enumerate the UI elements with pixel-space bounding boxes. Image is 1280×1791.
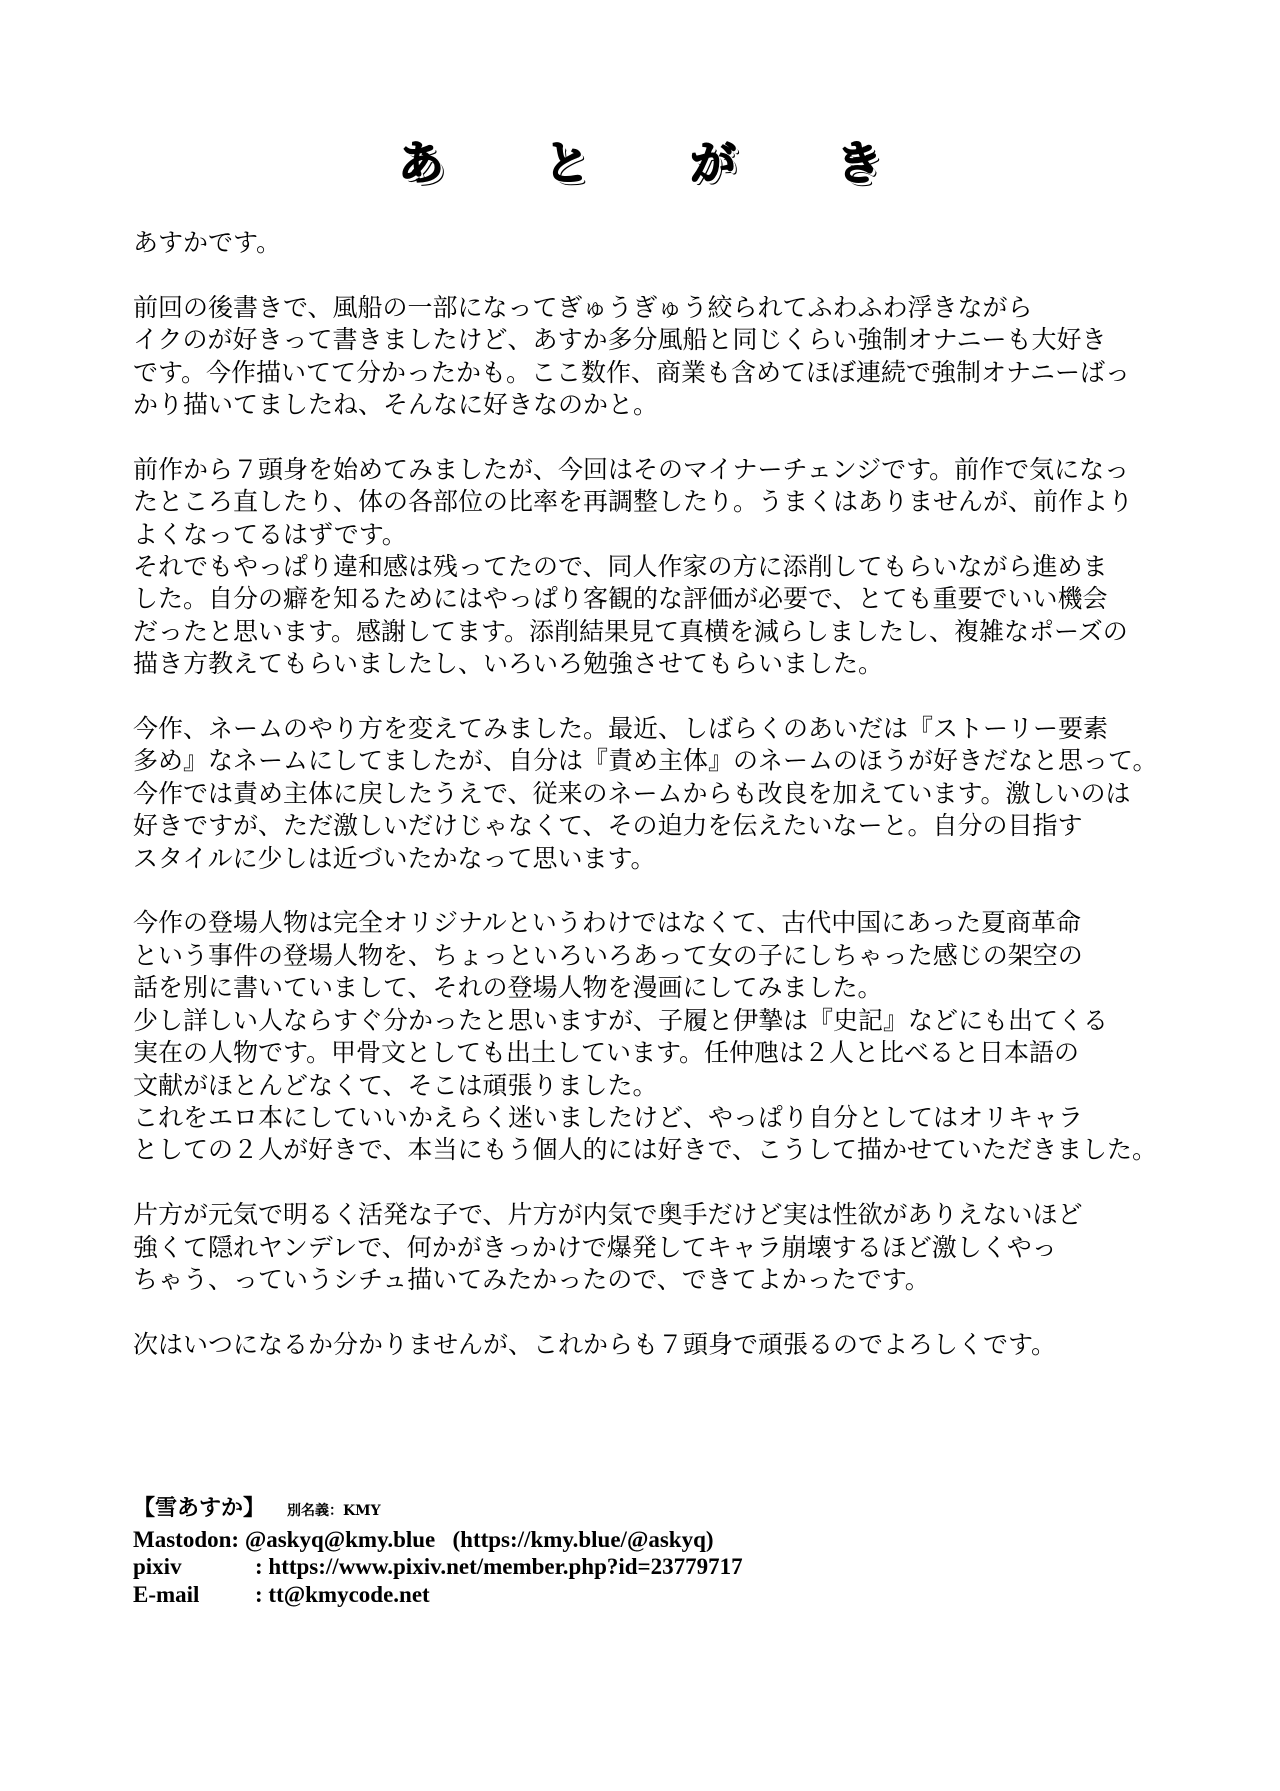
text-line: 前回の後書きで、風船の一部になってぎゅうぎゅう絞られてふわふわ浮きながら (133, 292, 1033, 322)
text-line: 今作、ネームのやり方を変えてみました。最近、しばらくのあいだは『ストーリー要素 (133, 714, 1109, 744)
text-line: イクのが好きって書きましたけど、あすか多分風船と同じくらい強制オナニーも大好き (133, 325, 1107, 355)
text-line: 多め』なネームにしてましたが、自分は『責め主体』のネームのほうが好きだなと思って。 (133, 746, 1158, 776)
text-line: スタイルに少しは近づいたかなって思います。 (133, 843, 656, 873)
mastodon-row (133, 1526, 743, 1554)
text-line: これをエロ本にしていいかえらく迷いましたけど、やっぱり自分としてはオリキャラ (133, 1102, 1084, 1132)
email-row (133, 1581, 743, 1609)
text-line: かり描いてましたね、そんなに好きなのかと。 (133, 390, 659, 420)
paragraph (133, 227, 1173, 259)
mastodon-label: Mastodon: (133, 1526, 240, 1552)
paragraph (133, 454, 1173, 681)
afterword-body (133, 227, 1173, 1394)
text-line: としての２人が好きで、本当にもう個人的には好きで、こうして描かせていただきました。 (133, 1135, 1158, 1165)
pixiv-row (133, 1553, 743, 1581)
page-title (0, 136, 1280, 190)
paragraph (133, 292, 1173, 422)
text-line: 次はいつになるか分かりませんが、これからも７頭身で頑張るのでよろしくです。 (133, 1329, 1057, 1359)
text-line: 前作から７頭身を始めてみましたが、今回はそのマイナーチェンジです。前作で気になっ (133, 454, 1130, 484)
text-line: 好きですが、ただ激しいだけじゃなくて、その迫力を伝えたいなーと。自分の目指す (133, 811, 1083, 841)
author-name-row (133, 1495, 743, 1526)
text-line: だったと思います。感謝してます。添削結果見て真横を減らしましたし、複雑なポーズの (133, 616, 1128, 646)
author-info (133, 1495, 743, 1608)
text-line: という事件の登場人物を、ちょっといろいろあって女の子にしちゃった感じの架空の (133, 940, 1083, 970)
email-label: E-mail (133, 1581, 200, 1607)
text-line: 少し詳しい人ならすぐ分かったと思いますが、子履と伊摯は『史記』などにも出てくる (133, 1005, 1109, 1035)
title-char: あ (398, 136, 444, 190)
text-line: 今作では責め主体に戻したうえで、従来のネームからも改良を加えています。激しいのは (133, 778, 1131, 808)
paragraph (133, 713, 1173, 875)
author-alias: 別名義：KMY (287, 1503, 381, 1519)
pixiv-link[interactable]: : https://www.pixiv.net/member.php?id=23779717 (255, 1554, 743, 1579)
email-link[interactable]: : tt@kmycode.net (255, 1581, 430, 1607)
author-name: 【雪あすか】 (133, 1495, 266, 1521)
text-line: です。今作描いてて分かったかも。ここ数作、商業も含めてほぼ連続で強制オナニーばっ (133, 357, 1131, 387)
pixiv-label: pixiv (133, 1554, 182, 1579)
text-line: あすかです。 (133, 228, 282, 257)
text-line: それでもやっぱり違和感は残ってたので、同人作家の方に添削してもらいながら進めま (133, 552, 1108, 582)
text-line: 話を別に書いていまして、それの登場人物を漫画にしてみました。 (133, 973, 883, 1003)
text-line: 強くて隠れヤンデレで、何かがきっかけで爆発してキャラ崩壊するほど激しくやっ (133, 1232, 1057, 1262)
paragraph (133, 1199, 1173, 1296)
mastodon-link[interactable]: @askyq@kmy.blue (https://kmy.blue/@askyq) (239, 1526, 714, 1552)
title-char: と (544, 136, 590, 190)
text-line: 文献がほとんどなくて、そこは頑張りました。 (133, 1070, 658, 1100)
text-line: 片方が元気で明るく活発な子で、片方が内気で奥手だけど実は性欲がありえないほど (133, 1200, 1083, 1230)
title-char: が (690, 136, 736, 190)
text-line: ちゃう、っていうシチュ描いてみたかったので、できてよかったです。 (133, 1264, 930, 1294)
title-char: き (836, 136, 882, 190)
paragraph (133, 907, 1173, 1166)
text-line: 描き方教えてもらいましたし、いろいろ勉強させてもらいました。 (133, 649, 884, 679)
text-line: 実在の人物です。甲骨文としても出土しています。任仲虺は２人と比べると日本語の (133, 1038, 1080, 1068)
text-line: 今作の登場人物は完全オリジナルというわけではなくて、古代中国にあった夏商革命 (133, 908, 1082, 938)
paragraph (133, 1329, 1173, 1361)
text-line: した。自分の癖を知るためにはやっぱり客観的な評価が必要で、とても重要でいい機会 (133, 584, 1108, 614)
text-line: よくなってるはずです。 (133, 519, 407, 549)
text-line: たところ直したり、体の各部位の比率を再調整したり。うまくはありませんが、前作より (133, 487, 1134, 517)
